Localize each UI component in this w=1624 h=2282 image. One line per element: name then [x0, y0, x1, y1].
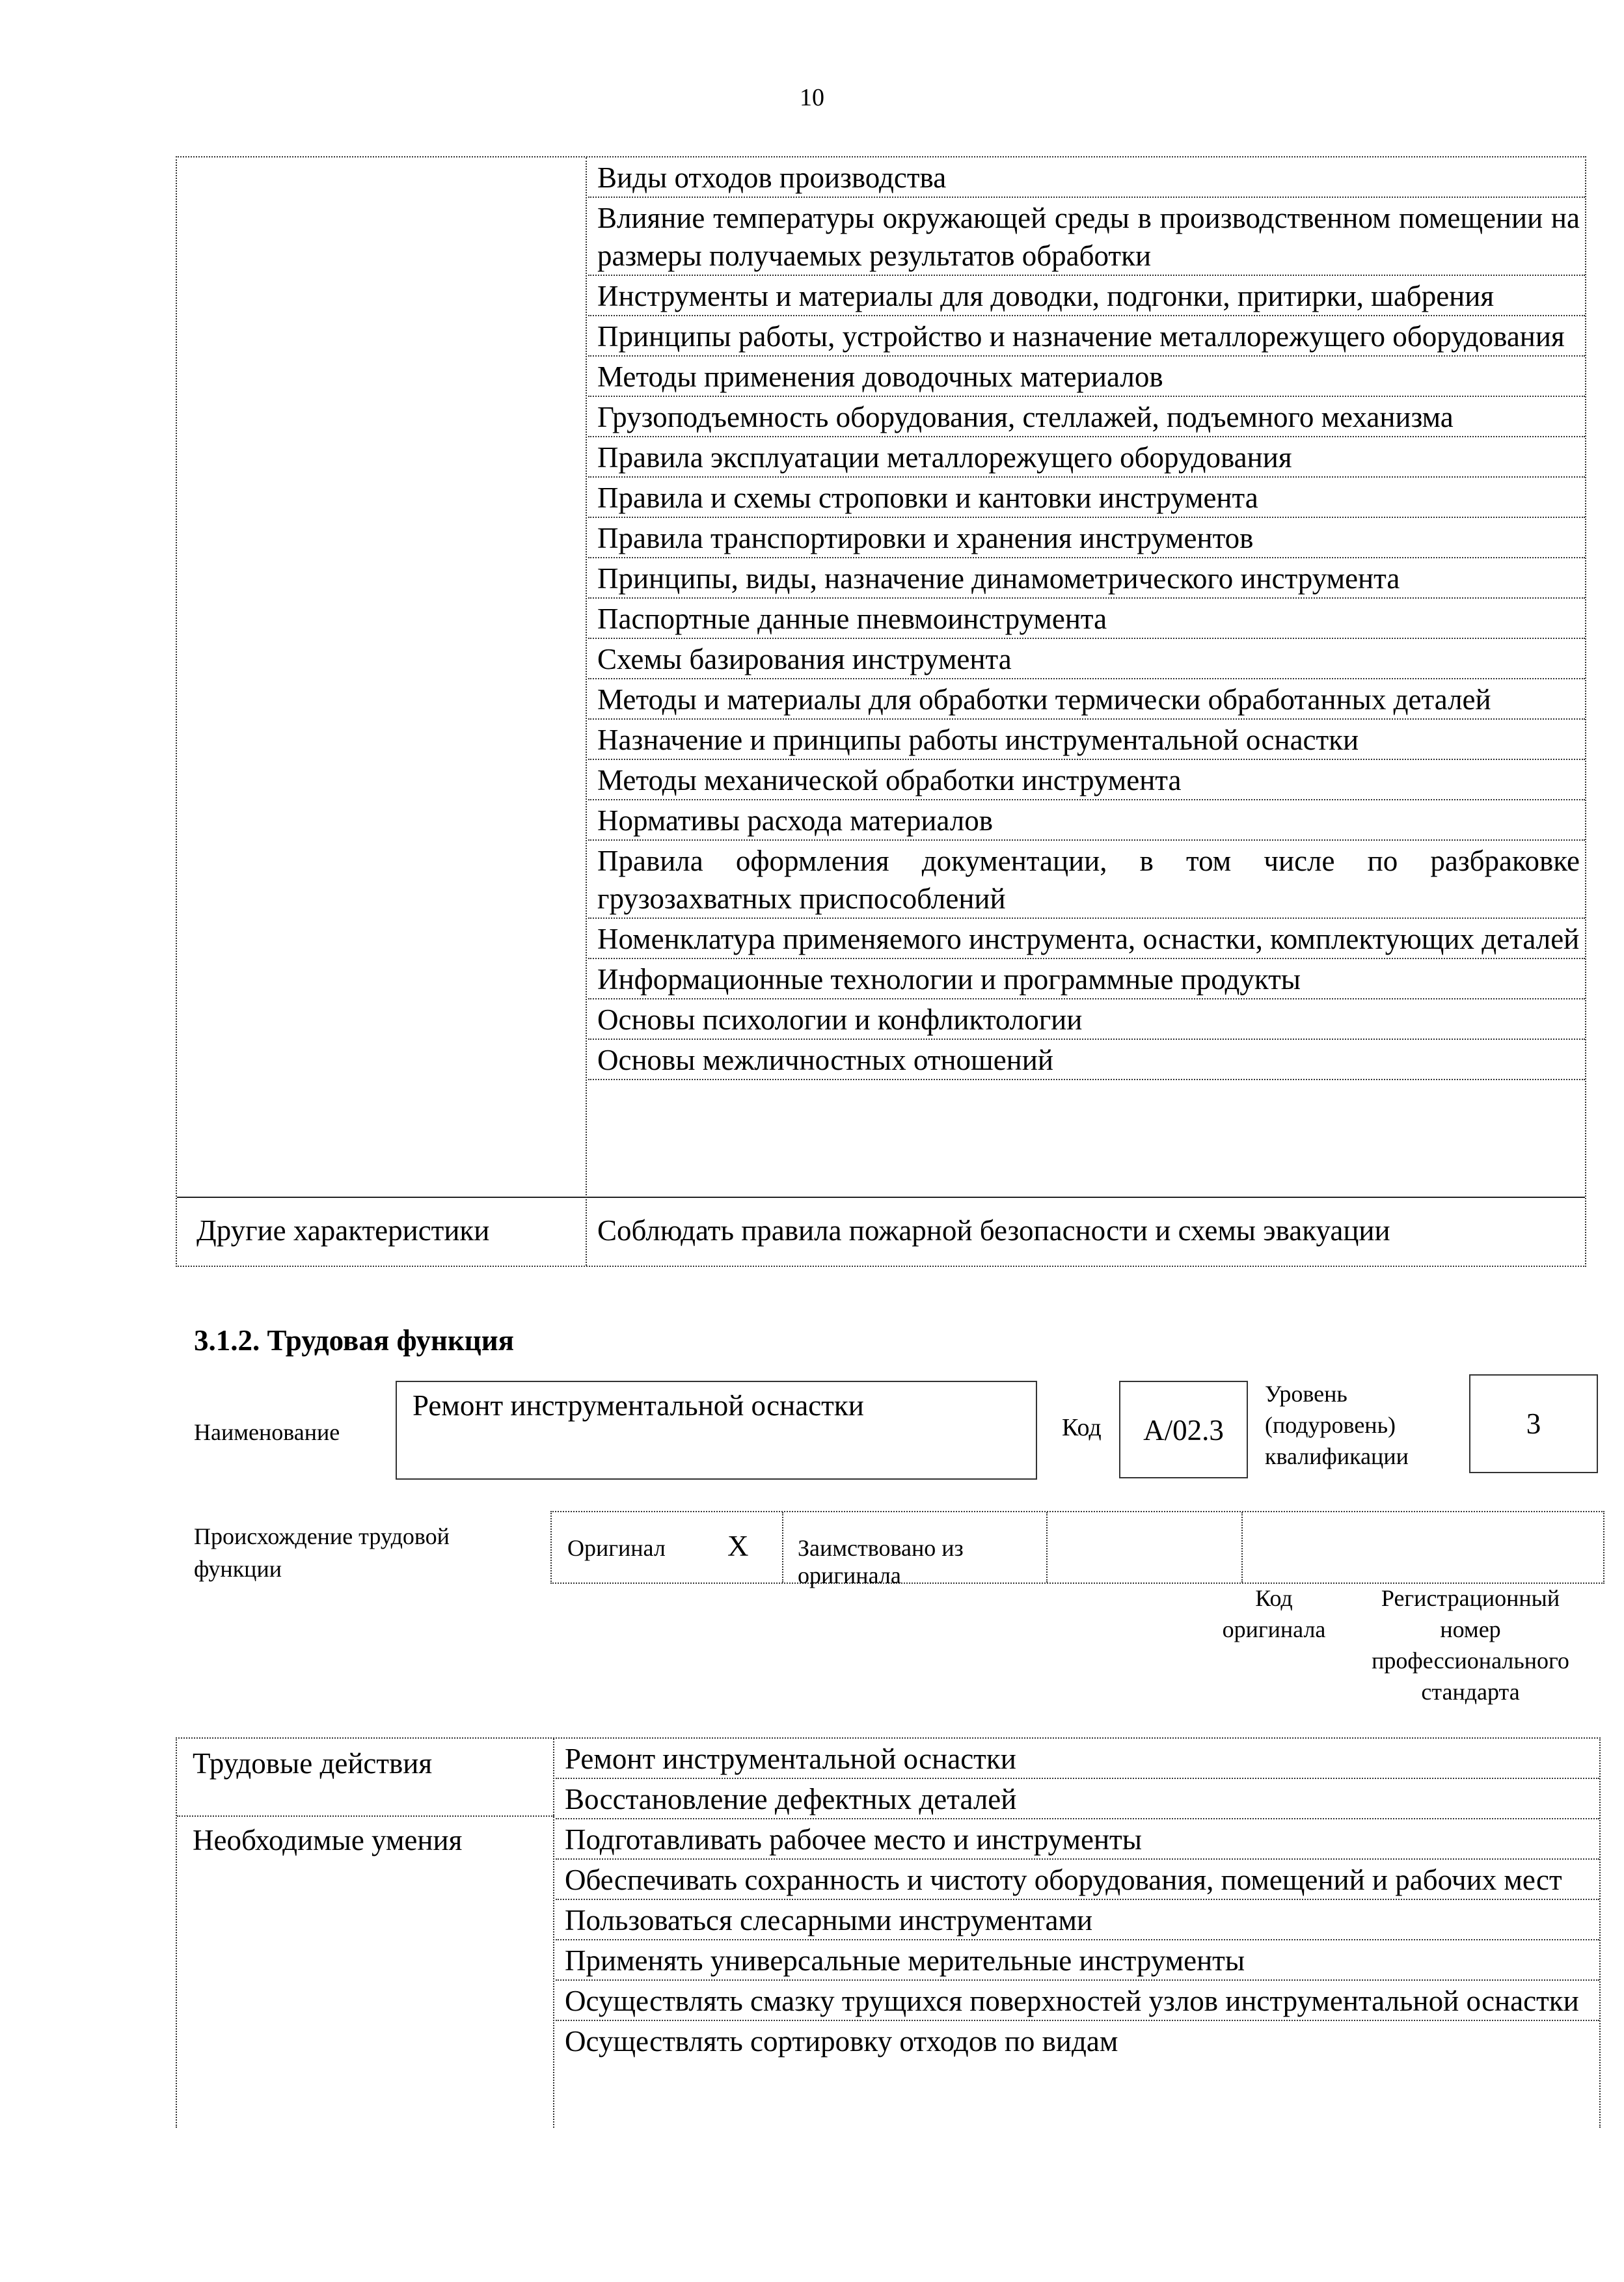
function-label-column	[177, 1739, 554, 2128]
skill-item: Осуществлять сортировку отходов по видам	[565, 2025, 1118, 2058]
level-box	[1469, 1374, 1598, 1473]
labor-actions-label: Трудовые действия	[193, 1747, 433, 1780]
knowledge-item: Основы межличностных отношений	[588, 1040, 1585, 1080]
level-label	[1265, 1378, 1409, 1472]
other-characteristics-row	[177, 1197, 1585, 1268]
knowledge-item: Назначение и принципы работы инструментальной оснастки	[588, 720, 1585, 760]
knowledge-item: Методы и материалы для обработки термически обработанных деталей	[588, 679, 1585, 720]
knowledge-table	[176, 156, 1586, 1267]
level-label-line: Уровень	[1265, 1381, 1347, 1407]
registration-number-caption	[1340, 1582, 1601, 1707]
skill-item: Осуществлять смазку трущихся поверхностей узлов инструментальной оснастки	[556, 1981, 1599, 2021]
knowledge-item: Грузоподъемность оборудования, стеллажей, подъемного механизма	[588, 397, 1585, 437]
original-cell	[552, 1512, 783, 1582]
origin-label	[194, 1520, 450, 1585]
knowledge-item: Правила транспортировки и хранения инструментов	[588, 518, 1585, 558]
knowledge-item: Нормативы расхода материалов	[588, 800, 1585, 841]
code-value: A/02.3	[1143, 1414, 1224, 1447]
row-separator	[177, 1815, 554, 1817]
knowledge-item: Методы применения доводочных материалов	[588, 357, 1585, 397]
knowledge-item: Инструменты и материалы для доводки, подгонки, притирки, шабрения	[588, 276, 1585, 316]
borrowed-cell	[783, 1512, 1048, 1588]
knowledge-item: Основы психологии и конфликтологии	[588, 999, 1585, 1040]
code-box	[1119, 1381, 1248, 1478]
original-mark: X	[727, 1530, 749, 1562]
level-value: 3	[1526, 1407, 1541, 1440]
function-table	[176, 1737, 1601, 2128]
borrowed-label: Заимствовано из оригинала	[798, 1535, 964, 1588]
skill-item: Пользоваться слесарными инструментами	[556, 1900, 1599, 1940]
function-items	[556, 1739, 1599, 2060]
knowledge-item: Правила оформления документации, в том числе по разбраковке грузозахватных приспособлений	[588, 841, 1585, 919]
caption-line: профессионального	[1372, 1648, 1569, 1674]
knowledge-item: Номенклатура применяемого инструмента, оснастки, комплектующих деталей	[588, 919, 1585, 959]
name-box	[396, 1381, 1037, 1480]
origin-table	[550, 1511, 1604, 1588]
caption-line: оригинала	[1222, 1616, 1326, 1642]
knowledge-item: Правила эксплуатации металлорежущего оборудования	[588, 437, 1585, 478]
knowledge-item: Паспортные данные пневмоинструмента	[588, 599, 1585, 639]
labor-action-item: Ремонт инструментальной оснастки	[556, 1739, 1599, 1779]
name-value: Ремонт инструментальной оснастки	[413, 1389, 864, 1422]
skill-item: Подготавливать рабочее место и инструменты	[556, 1819, 1599, 1860]
other-characteristics-label: Другие характеристики	[196, 1214, 490, 1247]
knowledge-item: Принципы, виды, назначение динамометрического инструмента	[588, 558, 1585, 599]
labor-action-item: Восстановление дефектных деталей	[556, 1779, 1599, 1819]
knowledge-item: Схемы базирования инструмента	[588, 639, 1585, 679]
original-label: Оригинал	[567, 1535, 666, 1561]
code-label: Код	[1062, 1414, 1102, 1441]
caption-line: номер	[1440, 1616, 1501, 1642]
original-code-cell	[1048, 1512, 1243, 1582]
knowledge-item: Методы механической обработки инструмента	[588, 760, 1585, 800]
caption-line: Регистрационный	[1381, 1585, 1560, 1611]
knowledge-item: Принципы работы, устройство и назначение металлорежущего оборудования	[588, 316, 1585, 357]
knowledge-item: Информационные технологии и программные продукты	[588, 959, 1585, 999]
knowledge-items	[588, 157, 1585, 1080]
knowledge-item: Влияние температуры окружающей среды в производственном помещении на размеры получаемых результатов обработки	[588, 198, 1585, 276]
skill-item: Применять универсальные мерительные инструменты	[556, 1940, 1599, 1981]
section-title: 3.1.2. Трудовая функция	[194, 1324, 515, 1357]
caption-line: стандарта	[1421, 1679, 1520, 1705]
knowledge-item: Правила и схемы строповки и кантовки инструмента	[588, 478, 1585, 518]
registration-number-cell	[1243, 1512, 1603, 1582]
skill-item: Обеспечивать сохранность и чистоту оборудования, помещений и рабочих мест	[556, 1860, 1599, 1900]
origin-label-line: функции	[194, 1556, 282, 1582]
origin-label-line: Происхождение трудовой	[194, 1523, 450, 1549]
name-label: Наименование	[194, 1419, 340, 1445]
level-label-line: (подуровень)	[1265, 1412, 1396, 1438]
level-label-line: квалификации	[1265, 1443, 1409, 1469]
knowledge-item: Виды отходов производства	[588, 157, 1585, 198]
page-number: 10	[800, 84, 824, 111]
knowledge-label-cell	[177, 157, 587, 1266]
caption-line: Код	[1255, 1585, 1293, 1611]
other-characteristics-value: Соблюдать правила пожарной безопасности и схемы эвакуации	[597, 1214, 1390, 1247]
required-skills-label: Необходимые умения	[193, 1824, 463, 1856]
